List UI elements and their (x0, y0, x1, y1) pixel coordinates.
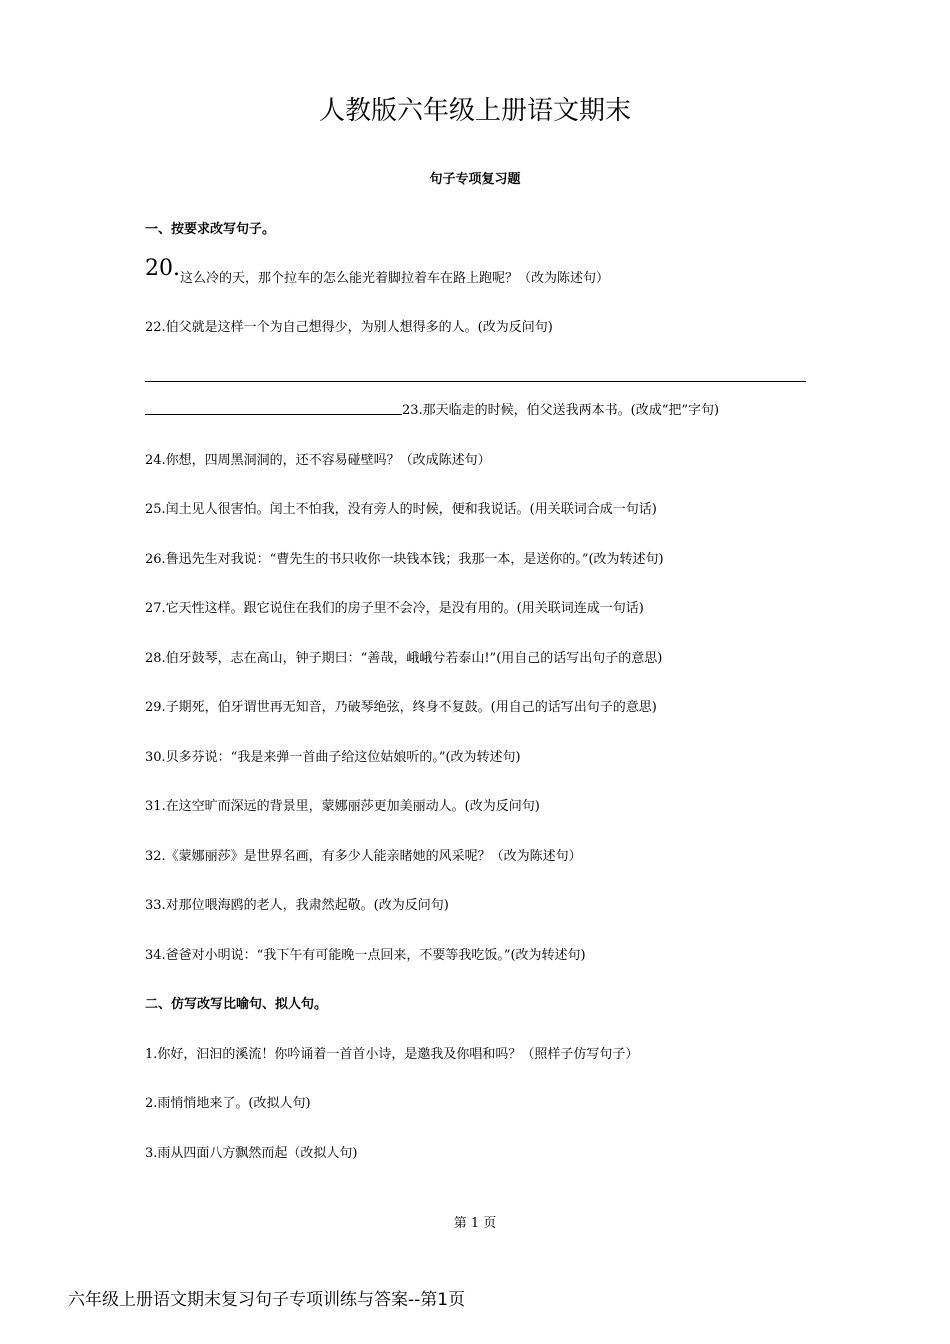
question-24: 24.你想，四周黑洞洞的，还不容易碰壁吗？（改成陈述句） (145, 453, 491, 468)
section-heading-1: 一、按要求改写句子。 (145, 222, 276, 237)
question-28: 28.伯牙鼓琴，志在高山，钟子期曰：“善哉，峨峨兮若泰山!”(用自己的话写出句子的意思) (145, 651, 663, 666)
document-footer: 六年级上册语文期末复习句子专项训练与答案--第1页 (68, 1290, 466, 1310)
question-29: 29.子期死，伯牙谓世再无知音，乃破琴绝弦，终身不复鼓。(用自己的话写出句子的意思) (145, 700, 657, 715)
question-22: 22.伯父就是这样一个为自己想得少，为别人想得多的人。(改为反问句) (145, 320, 553, 335)
question-27: 27.它天性这样。跟它说住在我们的房子里不会冷，是没有用的。(用关联词连成一句话) (145, 601, 644, 616)
section2-question-1: 1.你好，汩汩的溪流！你吟诵着一首首小诗，是邀我及你唱和吗？（照样子仿写句子） (145, 1047, 639, 1062)
section2-question-2: 2.雨悄悄地来了。(改拟人句) (145, 1096, 311, 1111)
page-title: 人教版六年级上册语文期末 (318, 96, 631, 126)
question-30: 30.贝多芬说：“我是来弹一首曲子给这位姑娘听的。”(改为转述句) (145, 750, 521, 765)
answer-line (145, 381, 806, 382)
question-20-text: 这么冷的天，那个拉车的怎么能光着脚拉着车在路上跑呢？（改为陈述句） (180, 271, 610, 286)
page-number: 第 1 页 (453, 1216, 497, 1231)
question-25: 25.闰土见人很害怕。闰土不怕我，没有旁人的时候，便和我说话。(用关联词合成一句话) (145, 502, 657, 517)
question-26: 26.鲁迅先生对我说：“曹先生的书只收你一块钱本钱；我那一本，是送你的。”(改为转述句) (145, 552, 664, 567)
question-34: 34.爸爸对小明说：“我下午有可能晚一点回来，不要等我吃饭。”(改为转述句) (145, 948, 586, 963)
question-23: 23.那天临走的时候，伯父送我两本书。(改成“把”字句) (402, 403, 720, 418)
question-33: 33.对那位喂海鸥的老人，我肃然起敬。(改为反问句) (145, 898, 449, 913)
question-32: 32.《蒙娜丽莎》是世界名画，有多少人能亲睹她的风采呢？（改为陈述句） (145, 849, 582, 864)
answer-line-short (145, 414, 402, 415)
section-heading-2: 二、仿写改写比喻句、拟人句。 (145, 997, 328, 1012)
question-20-number: 20. (145, 256, 180, 281)
page-subtitle: 句子专项复习题 (429, 172, 521, 187)
section2-question-3: 3.雨从四面八方飘然而起（改拟人句) (145, 1146, 358, 1161)
question-31: 31.在这空旷而深远的背景里，蒙娜丽莎更加美丽动人。(改为反问句) (145, 799, 540, 814)
